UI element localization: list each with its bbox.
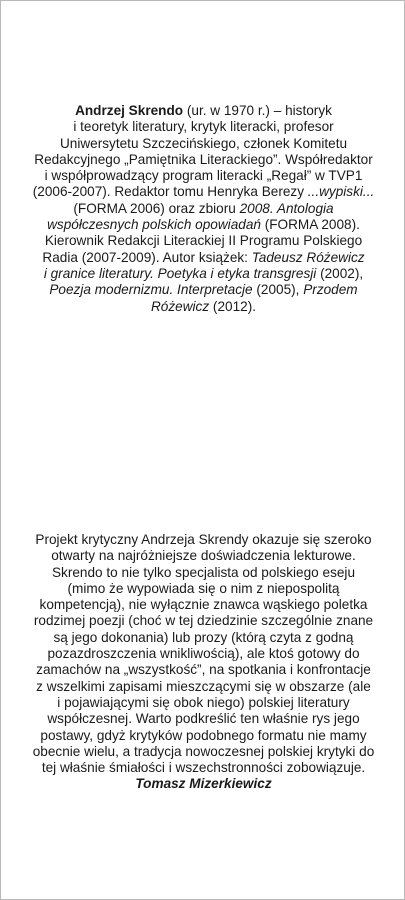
review-line: rodzimej poezji (choć w tej dziedzinie szczególnie znane bbox=[33, 613, 374, 629]
bio-line bbox=[23, 168, 384, 184]
bio-text-segment: (2005), bbox=[252, 282, 304, 298]
review-line: Skrendo to nie tylko specjalista od polskiego eseju bbox=[51, 564, 356, 580]
bio-text-segment: (2012). bbox=[209, 298, 257, 314]
bio-line bbox=[23, 184, 384, 200]
bio-text-segment: (FORMA 2006) oraz zbioru bbox=[73, 200, 240, 216]
bio-line bbox=[23, 266, 384, 282]
author-name: Andrzej Skrendo bbox=[75, 103, 184, 118]
review-text bbox=[23, 532, 384, 776]
bio-line bbox=[23, 119, 384, 135]
author-bio bbox=[23, 103, 384, 315]
review-blurb bbox=[23, 532, 384, 793]
bio-line bbox=[23, 217, 384, 233]
bio-text-segment: ...wypiski... bbox=[307, 184, 375, 200]
bio-line bbox=[23, 299, 384, 315]
bio-line bbox=[23, 282, 384, 298]
bio-line bbox=[23, 201, 384, 217]
review-line: są jego dokonania) lub prozy (którą czyta z godną bbox=[53, 629, 354, 645]
bio-text-segment: Przodem bbox=[303, 282, 358, 298]
bio-text-segment: Kierownik Redakcji Literackiej II Programu Polskiego bbox=[44, 233, 363, 249]
bio-line bbox=[23, 250, 384, 266]
review-line: kompetencją), nie wyłącznie znawca wąskiego poletka bbox=[39, 597, 368, 613]
bio-text-segment: Uniwersytetu Szczecińskiego, członek Komitetu bbox=[59, 135, 348, 151]
bio-text-segment: Poezja modernizmu. Interpretacje bbox=[49, 282, 253, 298]
review-line: obecnie wielu, a tradycja nowoczesnej polskiej krytyki do bbox=[32, 743, 375, 759]
review-line: i pojawiającymi się obok niego) polskiej literatury bbox=[57, 694, 350, 710]
review-line: współczesnej. Warto podkreślić ten właśnie rys jego bbox=[47, 711, 360, 727]
bio-line bbox=[23, 103, 384, 119]
bio-text-segment: i współprowadzący program literacki „Regał” w TVP1 bbox=[44, 168, 363, 184]
bio-text-segment: i teoretyk literatury, krytyk literacki, profesor bbox=[73, 119, 334, 135]
bio-text-segment: i granice literatury. Poetyka i etyka transgresji bbox=[43, 265, 317, 281]
review-line: postawy, gdyż krytyków podobnego formatu nie mamy bbox=[40, 727, 367, 743]
bio-text-segment: Radia (2007-2009). Autor książek: bbox=[42, 249, 252, 265]
bio-text-segment: Redakcyjnego „Pamiętnika Literackiego”. Współredaktor bbox=[34, 151, 373, 167]
bio-line bbox=[23, 136, 384, 152]
review-line: z wszelkimi zapisami mieszczącymi się w obszarze (ale bbox=[36, 678, 371, 694]
review-line: zamachów na „wszystkość”, na spotkania i konfrontacje bbox=[36, 662, 371, 678]
review-line: otwarty na najróżniejsze doświadczenia lekturowe. bbox=[51, 548, 356, 564]
review-signature: Tomasz Mizerkiewicz bbox=[135, 776, 272, 792]
bio-line bbox=[23, 233, 384, 249]
bio-line bbox=[23, 152, 384, 168]
review-line: (mimo że wypowiada się o nim z niepospolitą bbox=[67, 580, 340, 596]
review-line: pozazdroszczenia wnikliwością), ale ktoś gotowy do bbox=[47, 646, 360, 662]
bio-text-segment: Różewicz bbox=[150, 298, 210, 314]
bio-text-segment: (FORMA 2008). bbox=[260, 217, 360, 233]
bio-text-segment: (ur. w 1970 r.) – historyk bbox=[183, 103, 332, 118]
review-line: Projekt krytyczny Andrzeja Skrendy okazuje się szeroko bbox=[35, 532, 372, 547]
bio-text-segment: (2006-2007). Redaktor tomu Henryka Berezy bbox=[32, 184, 308, 200]
bio-text-segment: (2002), bbox=[316, 265, 364, 281]
bio-text-segment: Tadeusz Różewicz bbox=[251, 249, 365, 265]
bio-text-segment: 2008. Antologia bbox=[239, 200, 334, 216]
review-line: tej właśnie śmiałości i wszechstronności zobowiązuje. bbox=[41, 760, 366, 776]
bio-text-segment: współczesnych polskich opowiadań bbox=[47, 217, 261, 233]
